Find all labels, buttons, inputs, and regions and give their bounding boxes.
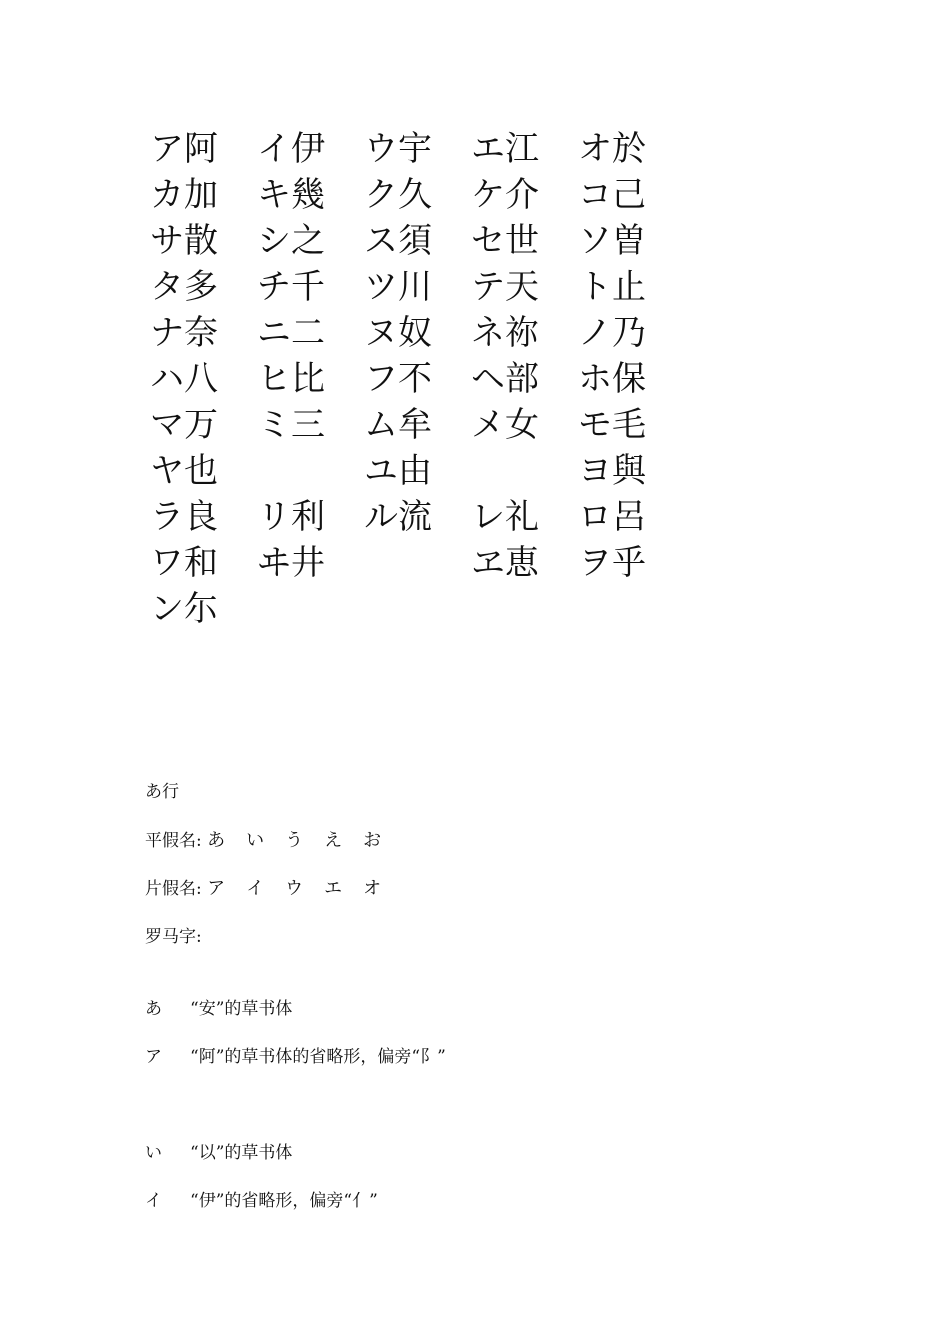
kana-cell xyxy=(364,448,471,494)
kana-cell xyxy=(150,264,257,310)
source-kanji: 宇 xyxy=(398,129,432,169)
source-kanji: 加 xyxy=(184,175,218,215)
source-kanji: 和 xyxy=(184,543,218,583)
kana-cell xyxy=(257,448,364,494)
kana-cell xyxy=(257,172,364,218)
source-kanji: 止 xyxy=(612,267,646,307)
kana-cell xyxy=(578,172,685,218)
katakana-char: サ xyxy=(150,221,184,261)
kana-cell xyxy=(578,264,685,310)
katakana-char: ソ xyxy=(578,221,612,261)
katakana-char: キ xyxy=(257,175,291,215)
source-kanji: 祢 xyxy=(505,313,539,353)
kana-cell xyxy=(257,310,364,356)
katakana-char: ラ xyxy=(150,497,184,537)
kana-cell xyxy=(257,494,364,540)
source-kanji: 世 xyxy=(505,221,539,261)
hiragana-char: い xyxy=(246,830,265,851)
source-kanji: 己 xyxy=(612,175,646,215)
kana-cell xyxy=(257,356,364,402)
kana-cell xyxy=(578,356,685,402)
origin-char: い xyxy=(145,1143,162,1163)
kana-cell xyxy=(471,172,578,218)
source-kanji: 多 xyxy=(184,267,218,307)
kana-cell xyxy=(578,540,685,586)
source-kanji: 比 xyxy=(291,359,325,399)
kana-cell xyxy=(578,310,685,356)
source-kanji: 恵 xyxy=(505,543,539,583)
kana-cell xyxy=(578,402,685,448)
kana-cell xyxy=(471,540,578,586)
source-kanji: 須 xyxy=(398,221,432,261)
kana-cell xyxy=(364,126,471,172)
kana-cell xyxy=(364,356,471,402)
katakana-char: ヤ xyxy=(150,451,184,491)
katakana-char: ヘ xyxy=(471,359,505,399)
katakana-char: レ xyxy=(471,497,505,537)
katakana-char: ワ xyxy=(150,543,184,583)
katakana-char: エ xyxy=(471,129,505,169)
kana-cell xyxy=(257,402,364,448)
source-kanji: 幾 xyxy=(291,175,325,215)
kana-cell xyxy=(471,126,578,172)
katakana-char: ロ xyxy=(578,497,612,537)
kana-cell xyxy=(257,126,364,172)
hiragana-list xyxy=(207,829,402,853)
kana-cell xyxy=(150,218,257,264)
origin-line xyxy=(145,1189,378,1213)
kana-cell xyxy=(471,310,578,356)
source-kanji: 二 xyxy=(291,313,325,353)
source-kanji: 礼 xyxy=(505,497,539,537)
source-kanji: 江 xyxy=(505,129,539,169)
source-kanji: 也 xyxy=(184,451,218,491)
katakana-char: ヲ xyxy=(578,543,612,583)
romaji-row xyxy=(145,925,202,949)
katakana-char: ホ xyxy=(578,359,612,399)
source-kanji: 之 xyxy=(291,221,325,261)
source-kanji: 保 xyxy=(612,359,646,399)
katakana-char: ノ xyxy=(578,313,612,353)
source-kanji: 流 xyxy=(398,497,432,537)
kana-cell xyxy=(578,126,685,172)
katakana-char: ウ xyxy=(285,878,304,899)
origin-line xyxy=(145,997,292,1021)
source-kanji: 毛 xyxy=(612,405,646,445)
origin-text: “伊”的省略形，偏旁“亻” xyxy=(190,1191,378,1211)
romaji-label: 罗马字: xyxy=(145,927,202,947)
kana-cell xyxy=(150,448,257,494)
katakana-char: エ xyxy=(324,878,343,899)
source-kanji: 介 xyxy=(505,175,539,215)
katakana-char: フ xyxy=(364,359,398,399)
katakana-list xyxy=(207,877,402,901)
katakana-char: ス xyxy=(364,221,398,261)
katakana-char: ヰ xyxy=(257,543,291,583)
source-kanji: 万 xyxy=(184,405,218,445)
katakana-char: オ xyxy=(363,878,382,899)
hiragana-char: え xyxy=(324,830,343,851)
kana-cell xyxy=(471,448,578,494)
source-kanji: 阿 xyxy=(184,129,218,169)
origin-text: “以”的草书体 xyxy=(190,1143,293,1163)
origin-char: イ xyxy=(145,1191,162,1211)
katakana-char: ヌ xyxy=(364,313,398,353)
kana-cell xyxy=(578,218,685,264)
kana-cell xyxy=(364,494,471,540)
source-kanji: 於 xyxy=(612,129,646,169)
katakana-char: テ xyxy=(471,267,505,307)
katakana-char: ニ xyxy=(257,313,291,353)
kana-cell xyxy=(150,356,257,402)
source-kanji: 八 xyxy=(184,359,218,399)
katakana-char: ツ xyxy=(364,267,398,307)
katakana-char: メ xyxy=(471,405,505,445)
kana-cell xyxy=(364,218,471,264)
katakana-char: リ xyxy=(257,497,291,537)
source-kanji: 部 xyxy=(505,359,539,399)
kana-cell xyxy=(364,402,471,448)
katakana-char: ム xyxy=(364,405,398,445)
section-title: あ行 xyxy=(145,782,179,802)
katakana-char: ヒ xyxy=(257,359,291,399)
kana-cell xyxy=(364,540,471,586)
kana-cell xyxy=(471,494,578,540)
katakana-char: マ xyxy=(150,405,184,445)
kana-cell xyxy=(150,310,257,356)
kana-cell xyxy=(471,586,578,632)
source-kanji: 呂 xyxy=(612,497,646,537)
katakana-origin-table xyxy=(150,126,685,632)
kana-cell xyxy=(364,264,471,310)
katakana-char: セ xyxy=(471,221,505,261)
kana-cell xyxy=(150,586,257,632)
source-kanji: 女 xyxy=(505,405,539,445)
hiragana-char: う xyxy=(285,830,304,851)
kana-cell xyxy=(364,172,471,218)
source-kanji: 川 xyxy=(398,267,432,307)
kana-cell xyxy=(150,172,257,218)
source-kanji: 乃 xyxy=(612,313,646,353)
origin-line xyxy=(145,1045,446,1069)
source-kanji: 牟 xyxy=(398,405,432,445)
source-kanji: 奴 xyxy=(398,313,432,353)
kana-cell xyxy=(150,494,257,540)
kana-cell xyxy=(578,448,685,494)
source-kanji: 不 xyxy=(398,359,432,399)
hiragana-char: お xyxy=(363,830,382,851)
katakana-char: ナ xyxy=(150,313,184,353)
kana-cell xyxy=(578,586,685,632)
katakana-char: ヱ xyxy=(471,543,505,583)
origin-text: “阿”的草书体的省略形，偏旁“阝” xyxy=(190,1047,446,1067)
kana-cell xyxy=(578,494,685,540)
katakana-char: ア xyxy=(150,129,184,169)
katakana-label: 片假名: xyxy=(145,879,202,899)
source-kanji: 良 xyxy=(184,497,218,537)
source-kanji: 散 xyxy=(184,221,218,261)
katakana-char: ル xyxy=(364,497,398,537)
origin-char: ア xyxy=(145,1047,162,1067)
kana-cell xyxy=(150,126,257,172)
source-kanji: 曽 xyxy=(612,221,646,261)
kana-cell xyxy=(471,264,578,310)
source-kanji: 千 xyxy=(291,267,325,307)
origin-text: “安”的草书体 xyxy=(190,999,293,1019)
katakana-char: ネ xyxy=(471,313,505,353)
kana-cell xyxy=(471,402,578,448)
source-kanji: 久 xyxy=(398,175,432,215)
kana-cell xyxy=(257,264,364,310)
katakana-char: ミ xyxy=(257,405,291,445)
origin-line xyxy=(145,1141,292,1165)
hiragana-row xyxy=(145,829,402,853)
source-kanji: 三 xyxy=(291,405,325,445)
katakana-char: コ xyxy=(578,175,612,215)
hiragana-char: あ xyxy=(207,830,226,851)
katakana-row xyxy=(145,877,402,901)
origin-char: あ xyxy=(145,999,162,1019)
kana-cell xyxy=(364,310,471,356)
kana-cell xyxy=(257,540,364,586)
katakana-char: ケ xyxy=(471,175,505,215)
kana-cell xyxy=(471,356,578,402)
kana-cell xyxy=(257,218,364,264)
source-kanji: 伊 xyxy=(291,129,325,169)
katakana-char: ヨ xyxy=(578,451,612,491)
katakana-char: ア xyxy=(207,878,226,899)
kana-cell xyxy=(364,586,471,632)
katakana-char: モ xyxy=(578,405,612,445)
kana-cell xyxy=(257,586,364,632)
katakana-char: イ xyxy=(246,878,265,899)
katakana-char: タ xyxy=(150,267,184,307)
katakana-char: ウ xyxy=(364,129,398,169)
katakana-char: カ xyxy=(150,175,184,215)
kana-cell xyxy=(150,402,257,448)
katakana-char: ク xyxy=(364,175,398,215)
source-kanji: 利 xyxy=(291,497,325,537)
source-kanji: 與 xyxy=(612,451,646,491)
hiragana-label: 平假名: xyxy=(145,831,202,851)
source-kanji: 井 xyxy=(291,543,325,583)
katakana-char: シ xyxy=(257,221,291,261)
source-kanji: 尓 xyxy=(184,589,218,629)
kana-cell xyxy=(471,218,578,264)
kana-cell xyxy=(150,540,257,586)
katakana-char: イ xyxy=(257,129,291,169)
source-kanji: 由 xyxy=(398,451,432,491)
katakana-char: ハ xyxy=(150,359,184,399)
katakana-char: オ xyxy=(578,129,612,169)
katakana-char: チ xyxy=(257,267,291,307)
source-kanji: 乎 xyxy=(612,543,646,583)
source-kanji: 奈 xyxy=(184,313,218,353)
katakana-char: ト xyxy=(578,267,612,307)
katakana-char: ユ xyxy=(364,451,398,491)
source-kanji: 天 xyxy=(505,267,539,307)
katakana-char: ン xyxy=(150,589,184,629)
